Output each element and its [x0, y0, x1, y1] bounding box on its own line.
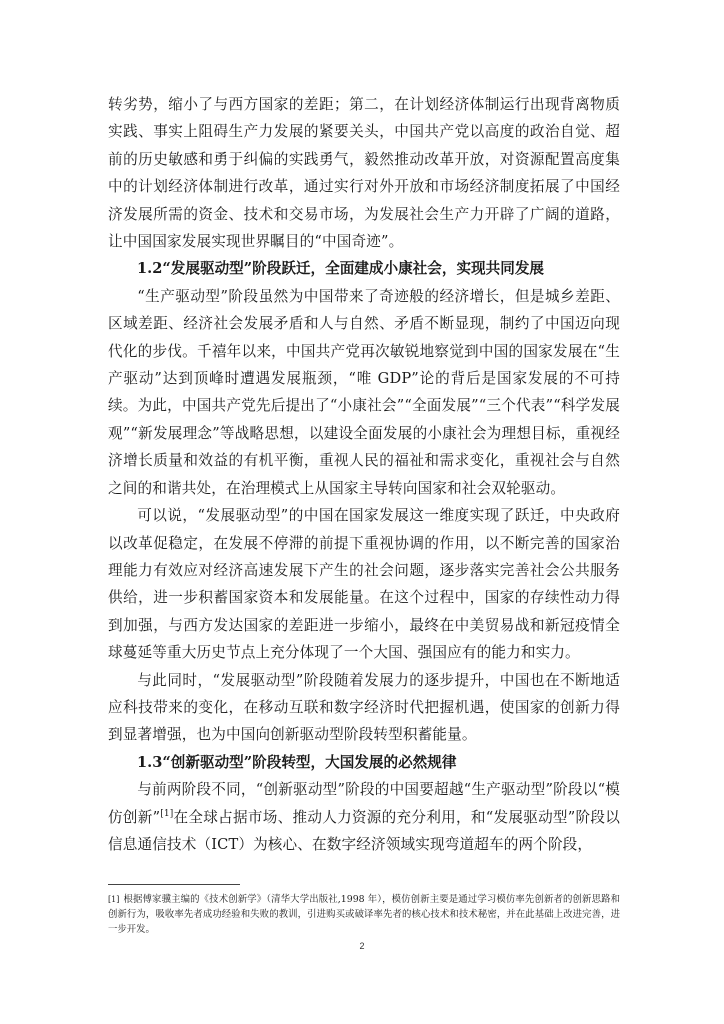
document-body: [108, 91, 620, 858]
paragraph-innovation-driven: [108, 776, 620, 858]
paragraph-text-part-2: 在全球占据市场、推动人力资源的充分利用，和“发展驱动型”阶段以信息通信技术（ICT）为核心、在数字经济领域实现弯道超车的两个阶段，: [108, 808, 621, 853]
footnote-reference[interactable]: [1]: [160, 808, 174, 819]
paragraph-production-driven: “生产驱动型”阶段虽然为中国带来了奇迹般的经济增长，但是城乡差距、区域差距、经济社会发展矛盾和人与自然、矛盾不断显现，制约了中国迈向现代化的步伐。千禧年以来，中国共产党再次敏锐地察觉到中国的国家发展在“生产驱动”达到顶峰时遭遇发展瓶颈，“唯 GDP”论的背后是国家发展的不可持续。为此，中国共产党先后提出了“小康社会”“全面发展”“三个代表”“科学发展观”“新发展理念”等战略思想，以建设全面发展的小康社会为理想目标，重视经济增长质量和效益的有机平衡，重视人民的福祉和需求变化，重视社会与自然之间的和谐共处，在治理模式上从国家主导转向国家和社会双轮驱动。: [108, 287, 620, 497]
footnote-text: 根据傅家骥主编的《技术创新学》（清华大学出版社,1998 年），模仿创新主要是通过学习模仿率先创新者的创新思路和创新行为，吸收率先者成功经验和失败的教训，引进购买或破译率先者的核心技术和技术秘密，并在此基础上改进完善，进一步开发。: [108, 894, 620, 935]
paragraph-text-part-1: 与前两阶段不同，“创新驱动型”阶段的中国要超越“生产驱动型”阶段以“模仿创新”: [108, 781, 620, 826]
footnote: [108, 892, 620, 937]
footnote-mark: [1]: [108, 895, 120, 904]
footnote-divider: [108, 884, 240, 885]
paragraph-continuation: 转劣势，缩小了与西方国家的差距；第二，在计划经济体制运行出现背离物质实践、事实上阻碍生产力发展的紧要关头，中国共产党以高度的政治自觉、超前的历史敏感和勇于纠偏的实践勇气，毅然推动改革开放，对资源配置高度集中的计划经济体制进行改革，通过实行对外开放和市场经济制度拓展了中国经济发展所需的资金、技术和交易市场，为发展社会生产力开辟了广阔的道路，让中国国家发展实现世界瞩目的“中国奇迹”。: [108, 96, 620, 251]
page-number: 2: [359, 941, 365, 951]
paragraph-development-driven: 可以说，“发展驱动型”的中国在国家发展这一维度实现了跃迁，中央政府以改革促稳定，在发展不停滞的前提下重视协调的作用，以不断完善的国家治理能力有效应对经济高速发展下产生的社会问题，逐步落实完善社会公共服务供给，进一步积蓄国家资本和发展能量。在这个过程中，国家的存续性动力得到加强，与西方发达国家的差距进一步缩小，最终在中美贸易战和新冠疫情全球蔓延等重大历史节点上充分体现了一个大国、强国应有的能力和实力。: [108, 507, 620, 662]
section-heading-1-2: 1.2“发展驱动型”阶段跃迁，全面建成小康社会，实现共同发展: [137, 260, 545, 278]
paragraph-meanwhile: 与此同时，“发展驱动型”阶段随着发展力的逐步提升，中国也在不断地适应科技带来的变化，在移动互联和数字经济时代把握机遇，使国家的创新力得到显著增强，也为中国向创新驱动型阶段转型积蓄能量。: [108, 671, 620, 744]
section-heading-1-3: 1.3“创新驱动型”阶段转型，大国发展的必然规律: [137, 753, 457, 771]
